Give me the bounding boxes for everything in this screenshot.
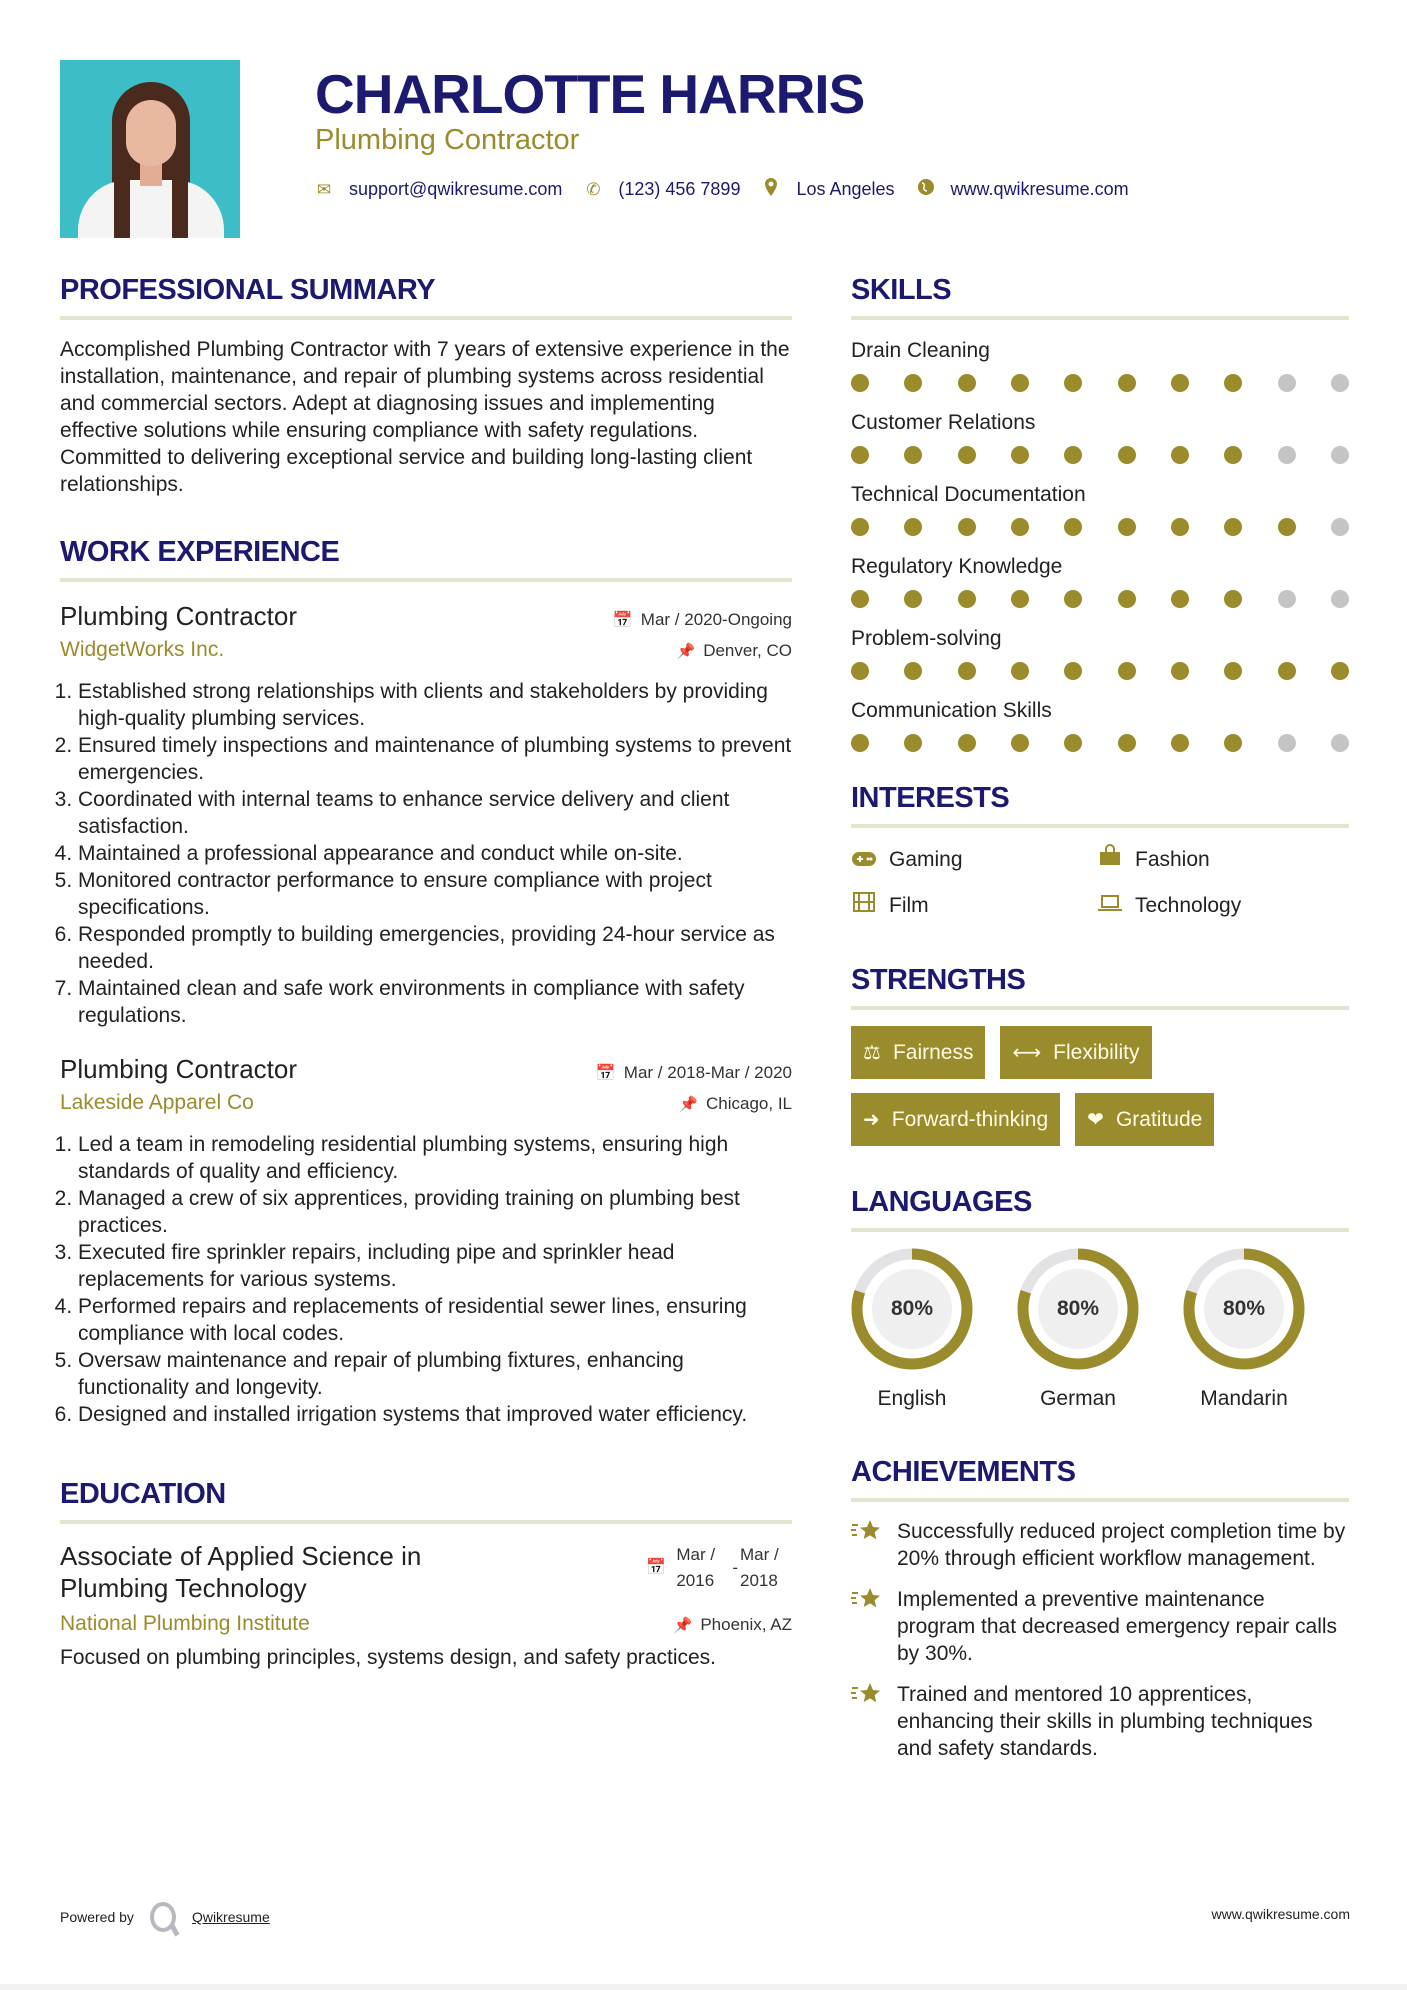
contact-bar: [315, 178, 1151, 201]
end-month: Mar /: [740, 1545, 779, 1564]
rating-dot-filled: [1118, 662, 1136, 680]
right-column: [851, 270, 1349, 1776]
rating-dot-filled: [958, 590, 976, 608]
contact-email[interactable]: [315, 179, 562, 200]
rating-dot-empty: [1331, 734, 1349, 752]
education-dates: [646, 1542, 792, 1594]
language-item: [851, 1248, 973, 1412]
rating-dot-filled: [1278, 662, 1296, 680]
section-divider: [851, 316, 1349, 320]
rating-dot-filled: [904, 518, 922, 536]
education-section: [60, 1474, 792, 1671]
interests-grid: [851, 844, 1349, 922]
section-heading: INTERESTS: [851, 782, 1010, 814]
achievement-item: [851, 1518, 1349, 1572]
candidate-title: Plumbing Contractor: [315, 124, 580, 156]
rating-dot-filled: [1064, 374, 1082, 392]
calendar-icon: 📅: [595, 1065, 616, 1082]
interest-item: [851, 844, 1097, 876]
rating-dot-filled: [1171, 374, 1189, 392]
rating-dot-empty: [1331, 374, 1349, 392]
skill-item: [851, 408, 1349, 464]
pushpin-icon: 📌: [673, 1617, 693, 1634]
strength-label: Forward-thinking: [891, 1107, 1049, 1131]
end-year: 2018: [740, 1571, 778, 1590]
rating-dot-filled: [851, 734, 869, 752]
rating-dot-filled: [1118, 590, 1136, 608]
skill-item: [851, 624, 1349, 680]
rating-dot-filled: [1224, 446, 1242, 464]
job-location-text: Chicago, IL: [706, 1094, 792, 1113]
job-dates: [613, 610, 792, 630]
rating-dot-filled: [851, 374, 869, 392]
language-name: Mandarin: [1200, 1387, 1288, 1410]
section-divider: [851, 824, 1349, 828]
qwikresume-logo-icon: [150, 1902, 176, 1932]
skill-name: Drain Cleaning: [851, 339, 990, 362]
rating-dot-filled: [851, 446, 869, 464]
footer-powered-by: [60, 1902, 270, 1932]
skill-name: Technical Documentation: [851, 483, 1086, 506]
language-progress-ring: [1017, 1248, 1139, 1370]
section-divider: [851, 1498, 1349, 1502]
section-divider: [60, 316, 792, 320]
strength-tag: [851, 1093, 1060, 1146]
rating-dot-empty: [1278, 446, 1296, 464]
rating-dot-empty: [1278, 734, 1296, 752]
rating-dot-filled: [1118, 374, 1136, 392]
languages-list: [851, 1248, 1349, 1412]
rating-dot-empty: [1278, 590, 1296, 608]
rating-dot-filled: [1011, 662, 1029, 680]
date-separator: -: [732, 1558, 738, 1577]
bullet-item: 3. Coordinated with internal teams to enhance service delivery and client satisfaction.: [78, 786, 792, 840]
powered-by-text: Powered by: [60, 1909, 134, 1925]
rating-dot-filled: [1171, 590, 1189, 608]
bullet-item: 3. Executed fire sprinkler repairs, including pipe and sprinkler head replacements for various systems.: [78, 1239, 792, 1293]
contact-website[interactable]: [917, 179, 1129, 200]
rating-dot-filled: [958, 734, 976, 752]
strength-tag: [851, 1026, 985, 1079]
language-percent: 80%: [1056, 1297, 1100, 1320]
brand-link[interactable]: Qwikresume: [191, 1909, 270, 1925]
skill-item: [851, 696, 1349, 752]
section-divider: [851, 1006, 1349, 1010]
bullet-item: 5. Oversaw maintenance and repair of plumbing fixtures, enhancing functionality and longevity.: [78, 1347, 792, 1401]
arrow-right-icon: ➜: [863, 1109, 880, 1131]
strength-label: Gratitude: [1115, 1107, 1203, 1131]
rating-dot-filled: [1331, 662, 1349, 680]
language-item: [1017, 1248, 1139, 1412]
left-column: [60, 270, 792, 1671]
school-location: [674, 1615, 792, 1635]
language-name: German: [1040, 1387, 1116, 1410]
bullet-item: 4. Maintained a professional appearance and conduct while on-site.: [78, 840, 792, 867]
achievements-section: [851, 1452, 1349, 1762]
map-pin-icon: [762, 178, 780, 201]
calendar-icon: 📅: [612, 612, 633, 629]
experience-section: [60, 532, 792, 1428]
shopping-bag-icon: [1097, 844, 1123, 876]
education-description: Focused on plumbing principles, systems design, and safety practices.: [60, 1646, 716, 1669]
rating-dot-filled: [958, 518, 976, 536]
strengths-tags: [851, 1026, 1349, 1146]
section-heading: SKILLS: [851, 274, 952, 306]
skill-rating: [851, 662, 1349, 680]
pushpin-icon: 📌: [676, 643, 696, 660]
strength-label: Fairness: [892, 1040, 974, 1064]
star-icon: [851, 1518, 885, 1550]
interest-label: Film: [889, 894, 929, 917]
rating-dot-filled: [904, 662, 922, 680]
website-text: www.qwikresume.com: [950, 179, 1129, 199]
rating-dot-filled: [1011, 446, 1029, 464]
location-text: Los Angeles: [796, 179, 895, 199]
rating-dot-filled: [904, 734, 922, 752]
candidate-name: CHARLOTTE HARRIS: [315, 63, 865, 125]
laptop-icon: [1097, 890, 1123, 922]
photo-face: [126, 100, 176, 166]
rating-dot-empty: [1331, 590, 1349, 608]
section-heading: PROFESSIONAL SUMMARY: [60, 274, 436, 306]
language-percent: 80%: [890, 1297, 934, 1320]
skill-name: Customer Relations: [851, 411, 1036, 434]
skill-rating: [851, 734, 1349, 752]
summary-section: [60, 270, 792, 498]
job-dates: [596, 1063, 792, 1083]
envelope-icon: ✉: [316, 179, 332, 199]
skill-item: [851, 552, 1349, 608]
rating-dot-filled: [1278, 518, 1296, 536]
email-text: support@qwikresume.com: [349, 179, 563, 199]
language-progress-ring: [851, 1248, 973, 1370]
rating-dot-filled: [851, 518, 869, 536]
start-year: 2016: [676, 1571, 715, 1590]
interests-section: [851, 778, 1349, 922]
skill-name: Regulatory Knowledge: [851, 555, 1063, 578]
job-location-text: Denver, CO: [703, 641, 792, 660]
rating-dot-filled: [1224, 518, 1242, 536]
skill-item: [851, 336, 1349, 392]
rating-dot-filled: [1011, 590, 1029, 608]
rating-dot-filled: [1224, 374, 1242, 392]
balance-scale-icon: ⚖: [863, 1042, 881, 1064]
job-bullets: [60, 1131, 792, 1428]
heart-icon: ❤: [1087, 1109, 1104, 1131]
gamepad-icon: [851, 844, 877, 876]
star-icon: [851, 1586, 885, 1618]
rating-dot-filled: [1064, 734, 1082, 752]
skill-rating: [851, 374, 1349, 392]
skill-name: Communication Skills: [851, 699, 1052, 722]
bullet-item: 5. Monitored contractor performance to ensure compliance with project specifications.: [78, 867, 792, 921]
rating-dot-filled: [1118, 446, 1136, 464]
job-bullets: [60, 678, 792, 1029]
interest-item: [1097, 890, 1343, 922]
interest-label: Technology: [1135, 894, 1242, 917]
calendar-icon: 📅: [646, 1559, 667, 1576]
contact-location: [762, 178, 894, 201]
start-month: Mar /: [676, 1545, 716, 1564]
interest-label: Gaming: [889, 848, 963, 871]
rating-dot-filled: [1064, 446, 1082, 464]
pushpin-icon: 📌: [679, 1096, 698, 1113]
job-company: WidgetWorks Inc.: [60, 638, 225, 661]
skill-item: [851, 480, 1349, 536]
bullet-item: 1. Led a team in remodeling residential plumbing systems, ensuring high standards of quality and efficiency.: [78, 1131, 792, 1185]
job-location: [677, 641, 793, 661]
footer-website[interactable]: www.qwikresume.com: [1211, 1906, 1350, 1922]
rating-dot-empty: [1278, 374, 1296, 392]
job-entry: [60, 598, 792, 1029]
rating-dot-filled: [1118, 734, 1136, 752]
degree-title: Associate of Applied Science in Plumbing Technology: [60, 1541, 422, 1603]
achievement-text: Implemented a preventive maintenance program that decreased emergency repair calls by 30%.: [897, 1588, 1338, 1665]
job-dates-text: Mar / 2020-Ongoing: [640, 610, 792, 629]
rating-dot-filled: [1118, 518, 1136, 536]
rating-dot-filled: [1171, 518, 1189, 536]
language-item: [1183, 1248, 1305, 1412]
section-divider: [60, 578, 792, 582]
rating-dot-filled: [904, 590, 922, 608]
school-name: National Plumbing Institute: [60, 1612, 310, 1635]
strength-label: Flexibility: [1053, 1040, 1140, 1064]
skill-name: Problem-solving: [851, 627, 1002, 650]
bullet-item: 1. Established strong relationships with clients and stakeholders by providing high-quality plumbing services.: [78, 678, 792, 732]
rating-dot-filled: [958, 374, 976, 392]
contact-phone[interactable]: [584, 179, 740, 200]
photo-shirt: [78, 180, 224, 238]
language-percent: 80%: [1222, 1297, 1266, 1320]
phone-icon: ✆: [586, 179, 601, 199]
section-heading: LANGUAGES: [851, 1186, 1032, 1218]
rating-dot-empty: [1331, 518, 1349, 536]
rating-dot-filled: [1171, 662, 1189, 680]
strengths-section: [851, 960, 1349, 1146]
language-progress-ring: [1183, 1248, 1305, 1370]
rating-dot-filled: [1171, 446, 1189, 464]
section-divider: [60, 1520, 792, 1524]
language-name: English: [877, 1387, 947, 1410]
globe-icon: [917, 179, 935, 200]
rating-dot-filled: [851, 662, 869, 680]
job-company: Lakeside Apparel Co: [60, 1091, 254, 1114]
rating-dot-filled: [1224, 734, 1242, 752]
rating-dot-filled: [1224, 662, 1242, 680]
bullet-item: 6. Responded promptly to building emergencies, providing 24-hour service as needed.: [78, 921, 792, 975]
star-icon: [851, 1681, 885, 1713]
rating-dot-filled: [1224, 590, 1242, 608]
bullet-item: 2. Ensured timely inspections and maintenance of plumbing systems to prevent emergencies.: [78, 732, 792, 786]
skill-rating: [851, 518, 1349, 536]
section-heading: WORK EXPERIENCE: [60, 536, 340, 568]
bullet-item: 4. Performed repairs and replacements of residential sewer lines, ensuring compliance with local codes.: [78, 1293, 792, 1347]
achievement-text: Trained and mentored 10 apprentices, enhancing their skills in plumbing techniques and safety standards.: [897, 1683, 1313, 1760]
rating-dot-filled: [1064, 662, 1082, 680]
rating-dot-filled: [958, 446, 976, 464]
job-role: Plumbing Contractor: [60, 1054, 297, 1084]
profile-photo: [60, 60, 240, 238]
rating-dot-filled: [1011, 734, 1029, 752]
strength-tag: [1000, 1026, 1151, 1079]
school-location-text: Phoenix, AZ: [700, 1615, 792, 1634]
strength-tag: [1075, 1093, 1214, 1146]
section-heading: EDUCATION: [60, 1478, 226, 1510]
rating-dot-filled: [1011, 374, 1029, 392]
skills-section: [851, 270, 1349, 752]
bullet-item: 2. Managed a crew of six apprentices, providing training on plumbing best practices.: [78, 1185, 792, 1239]
arrows-horizontal-icon: ⟷: [1012, 1042, 1042, 1064]
interest-item: [1097, 844, 1343, 876]
job-location: [679, 1094, 792, 1114]
page-bottom-edge: [0, 1984, 1407, 1990]
rating-dot-filled: [904, 446, 922, 464]
job-role: Plumbing Contractor: [60, 601, 297, 631]
bullet-item: 7. Maintained clean and safe work environments in compliance with safety regulations.: [78, 975, 792, 1029]
phone-text: (123) 456 7899: [618, 179, 741, 199]
rating-dot-filled: [851, 590, 869, 608]
skills-list: [851, 336, 1349, 752]
skill-rating: [851, 446, 1349, 464]
rating-dot-filled: [1011, 518, 1029, 536]
summary-text: Accomplished Plumbing Contractor with 7 years of extensive experience in the installation, maintenance, and repair of plumbing systems across residential and commercial sectors. Adept at diagnosing issues and implementing effective solutions while ensuring compliance with safety regulations. Committed to delivering exceptional service and building long-lasting client relationships.: [60, 338, 790, 496]
job-entry: [60, 1051, 792, 1428]
job-dates-text: Mar / 2018-Mar / 2020: [623, 1063, 792, 1082]
rating-dot-filled: [1064, 590, 1082, 608]
achievement-item: [851, 1586, 1349, 1667]
rating-dot-filled: [1064, 518, 1082, 536]
section-heading: STRENGTHS: [851, 964, 1026, 996]
rating-dot-filled: [904, 374, 922, 392]
interest-item: [851, 890, 1097, 922]
section-heading: ACHIEVEMENTS: [851, 1456, 1076, 1488]
film-icon: [851, 890, 877, 922]
rating-dot-empty: [1331, 446, 1349, 464]
languages-section: [851, 1182, 1349, 1412]
rating-dot-filled: [1171, 734, 1189, 752]
section-divider: [851, 1228, 1349, 1232]
skill-rating: [851, 590, 1349, 608]
bullet-item: 6. Designed and installed irrigation systems that improved water efficiency.: [78, 1401, 792, 1428]
achievement-text: Successfully reduced project completion time by 20% through efficient workflow management.: [897, 1520, 1346, 1570]
rating-dot-filled: [958, 662, 976, 680]
achievement-item: [851, 1681, 1349, 1762]
interest-label: Fashion: [1135, 848, 1210, 871]
